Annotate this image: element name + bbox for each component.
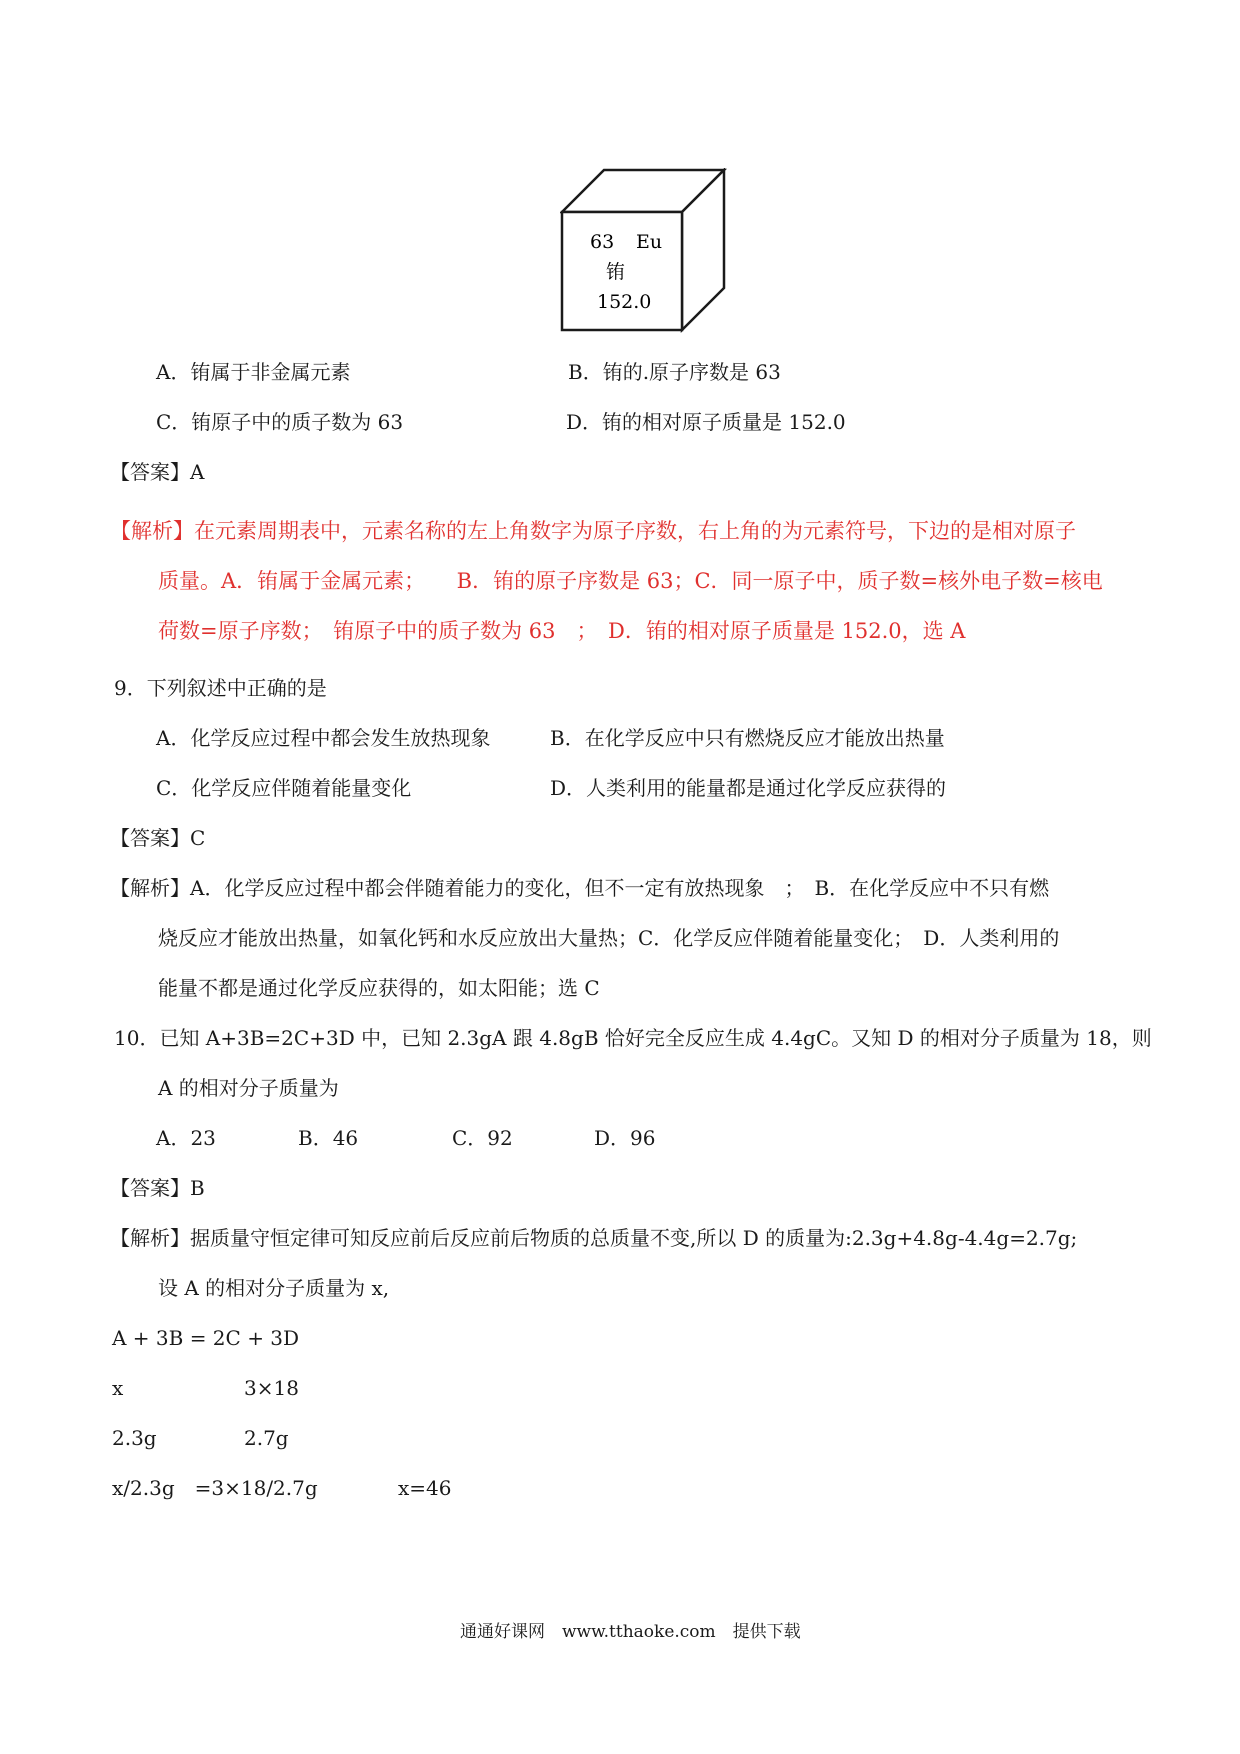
- q9-analysis-line-3: 能量不都是通过化学反应获得的，如太阳能；选 C: [158, 976, 600, 1000]
- element-name: 铕: [606, 261, 626, 283]
- q10-work-row3-right: x=46: [398, 1476, 452, 1500]
- q10-option-b: B．46: [298, 1126, 359, 1150]
- q10-work-row3-left: x/2.3g =3×18/2.7g: [112, 1476, 318, 1500]
- q9-analysis-line-1: 【解析】A．化学反应过程中都会伴随着能力的变化，但不一定有放热现象 ； B．在化学反应中不只有燃: [110, 876, 1050, 900]
- q9-stem: 9．下列叙述中正确的是: [114, 676, 327, 700]
- q10-option-d: D．96: [594, 1126, 656, 1150]
- q10-stem-line-2: A 的相对分子质量为: [158, 1076, 339, 1100]
- q10-analysis-line-1: 【解析】据质量守恒定律可知反应前后反应前后物质的总质量不变,所以 D 的质量为:2.3g+4.8g-4.4g=2.7g;: [110, 1226, 1078, 1250]
- q8-option-b: B．铕的.原子序数是 63: [568, 360, 781, 384]
- q9-option-b: B．在化学反应中只有燃烧反应才能放出热量: [550, 726, 945, 750]
- q10-work-equation: A + 3B = 2C + 3D: [112, 1326, 300, 1350]
- q8-option-c: C．铕原子中的质子数为 63: [156, 410, 404, 434]
- q9-analysis-line-2: 烧反应才能放出热量，如氧化钙和水反应放出大量热；C．化学反应伴随着能量变化； D．人类利用的: [158, 926, 1060, 950]
- q8-option-d: D．铕的相对原子质量是 152.0: [566, 410, 846, 434]
- element-symbol: Eu: [636, 231, 663, 253]
- atomic-mass: 152.0: [597, 291, 652, 313]
- q10-work-row1-left: x: [112, 1376, 124, 1400]
- q9-option-d: D．人类利用的能量都是通过化学反应获得的: [550, 776, 947, 800]
- atomic-number: 63: [590, 231, 615, 253]
- q10-option-c: C．92: [452, 1126, 513, 1150]
- element-cube-figure: [560, 168, 730, 338]
- q10-answer: 【答案】B: [110, 1176, 205, 1200]
- q10-stem-line-1: 10．已知 A+3B=2C+3D 中，已知 2.3gA 跟 4.8gB 恰好完全反应生成 4.4gC。又知 D 的相对分子质量为 18，则: [114, 1026, 1152, 1050]
- q10-work-row1-right: 3×18: [244, 1376, 299, 1400]
- page-footer: 通通好课网 www.tthaoke.com 提供下载: [460, 1622, 801, 1642]
- q10-work-row2-right: 2.7g: [244, 1426, 289, 1450]
- q10-option-a: A．23: [156, 1126, 216, 1150]
- q8-analysis-line-3: 荷数=原子序数； 铕原子中的质子数为 63 ； D．铕的相对原子质量是 152.0，选 A: [158, 619, 966, 643]
- q8-analysis-line-1: 【解析】在元素周期表中，元素名称的左上角数字为原子序数，右上角的为元素符号，下边的是相对原子: [110, 519, 1076, 543]
- q8-option-a: A．铕属于非金属元素: [156, 360, 351, 384]
- q9-option-c: C．化学反应伴随着能量变化: [156, 776, 412, 800]
- q8-analysis-line-2: 质量。A．铕属于金属元素； B．铕的原子序数是 63；C．同一原子中，质子数=核外电子数=核电: [158, 569, 1103, 593]
- q10-analysis-line-2: 设 A 的相对分子质量为 x,: [158, 1276, 390, 1300]
- q9-option-a: A．化学反应过程中都会发生放热现象: [156, 726, 491, 750]
- q8-answer: 【答案】A: [110, 460, 205, 484]
- q10-work-row2-left: 2.3g: [112, 1426, 157, 1450]
- q9-answer: 【答案】C: [110, 826, 206, 850]
